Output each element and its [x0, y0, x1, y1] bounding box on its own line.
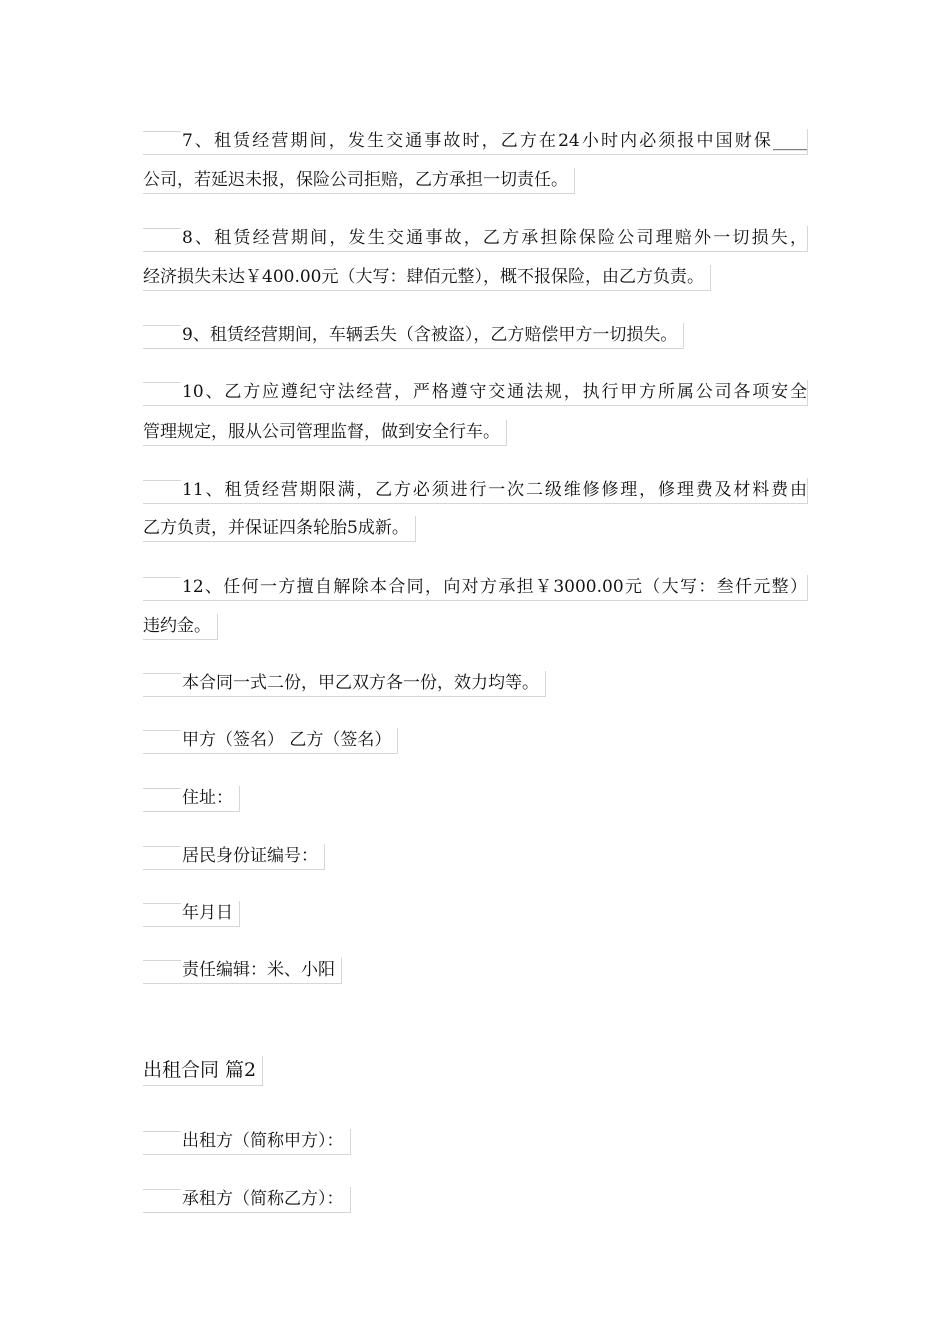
copies-statement: 本合同一式二份，甲乙双方各一份，效力均等。 — [143, 671, 546, 697]
clause-10-line-1: 10、乙方应遵纪守法经营，严格遵守交通法规，执行甲方所属公司各项安全 — [143, 380, 808, 406]
clause-7-line-1: 7、租赁经营期间，发生交通事故时，乙方在24小时内必须报中国财保____ — [143, 129, 808, 155]
lessee-line: 承租方（简称乙方）： — [143, 1187, 351, 1213]
signature-line: 甲方（签名） 乙方（签名） — [143, 728, 398, 754]
clause-11-line-1: 11、租赁经营期限满，乙方必须进行一次二级维修修理，修理费及材料费由 — [143, 478, 808, 504]
clause-8-line-2: 经济损失未达￥400.00元（大写：肆佰元整），概不报保险，由乙方负责。 — [143, 265, 711, 291]
clause-8-line-1: 8、租赁经营期间，发生交通事故，乙方承担除保险公司理赔外一切损失， — [143, 226, 808, 252]
clause-12-line-1: 12、任何一方擅自解除本合同，向对方承担￥3000.00元（大写：叁仟元整） — [143, 575, 808, 601]
clause-10-line-2: 管理规定，服从公司管理监督，做到安全行车。 — [143, 420, 507, 446]
clause-7-line-2: 公司，若延迟未报，保险公司拒赔，乙方承担一切责任。 — [143, 168, 575, 194]
lessor-line: 出租方（简称甲方）： — [143, 1129, 351, 1155]
id-number-line: 居民身份证编号： — [143, 844, 325, 870]
clause-12-line-2: 违约金。 — [143, 614, 218, 640]
section-title: 出租合同 篇2 — [143, 1056, 263, 1086]
clause-11-line-2: 乙方负责，并保证四条轮胎5成新。 — [143, 516, 416, 542]
address-line: 住址： — [143, 786, 240, 812]
date-line: 年月日 — [143, 901, 240, 927]
editor-line: 责任编辑：米、小阳 — [143, 958, 342, 984]
clause-9: 9、租赁经营期间，车辆丢失（含被盗），乙方赔偿甲方一切损失。 — [143, 323, 684, 349]
